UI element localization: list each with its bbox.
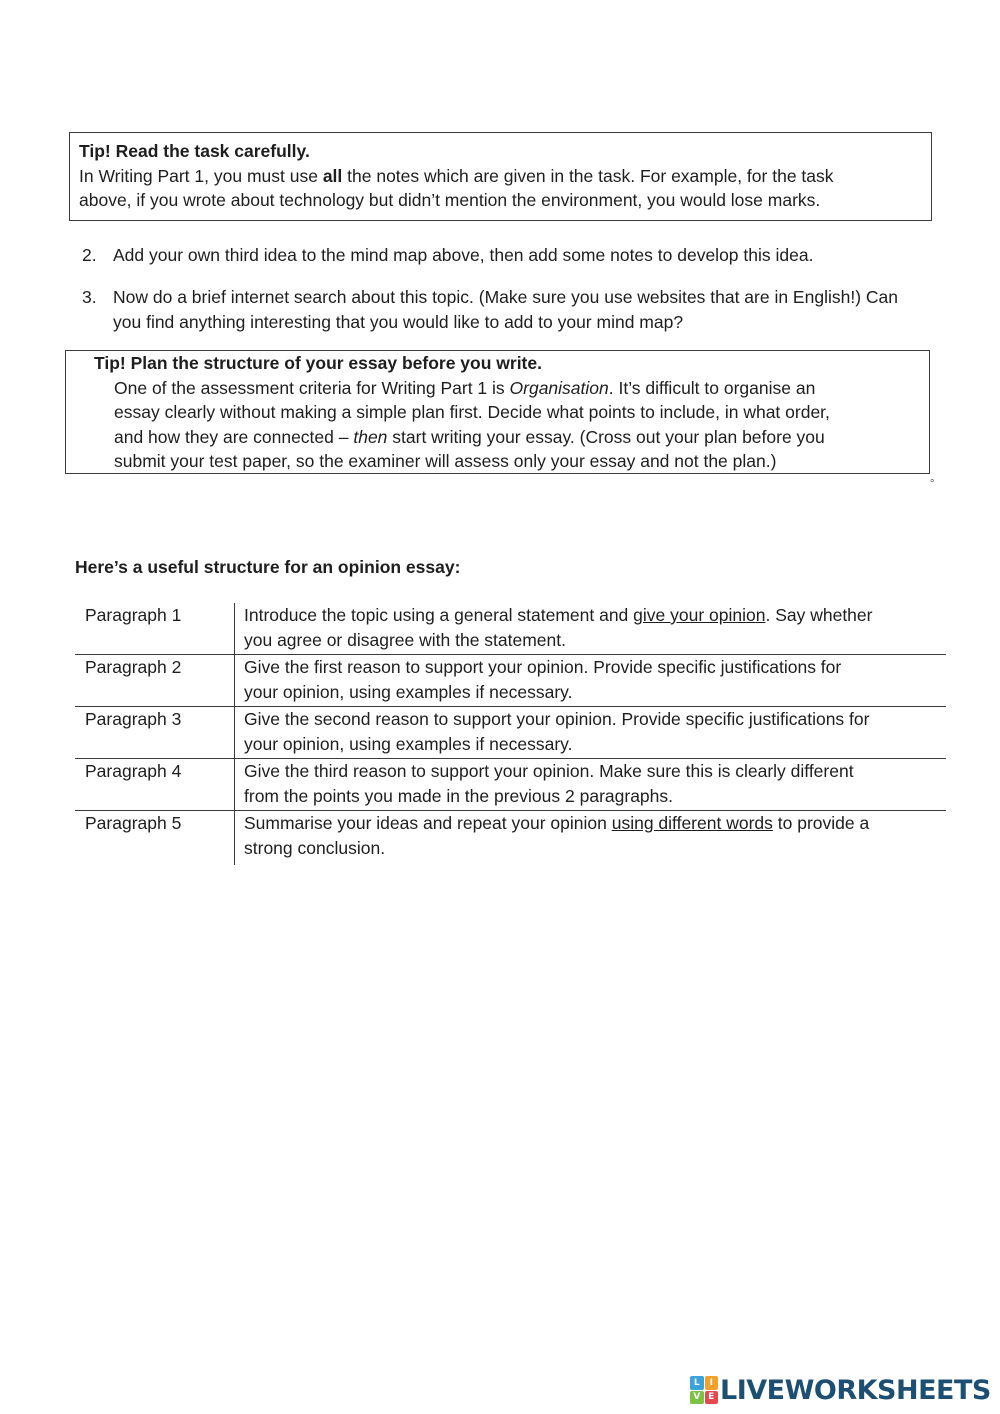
- tip-title: Tip! Plan the structure of your essay before you write.: [94, 353, 542, 373]
- logo-icon-tile: V: [690, 1391, 704, 1405]
- list-text: Add your own third idea to the mind map above, then add some notes to develop this idea.: [113, 245, 814, 265]
- paragraph-description: [235, 759, 947, 811]
- essay-structure-table: [75, 603, 946, 865]
- logo-grid-icon: [690, 1376, 718, 1404]
- table-row: [75, 603, 946, 655]
- logo-icon-tile: E: [705, 1391, 719, 1405]
- tip-text-bold: all: [322, 165, 343, 186]
- tip-text: start writing your essay. (Cross out your plan before you: [387, 426, 825, 447]
- description-line: strong conclusion.: [244, 838, 386, 858]
- tip-text-italic: then: [353, 426, 388, 447]
- paragraph-label: Paragraph 2: [75, 655, 235, 707]
- list-item: [82, 285, 942, 335]
- stray-mark: °: [930, 478, 935, 490]
- table-row: [75, 707, 946, 759]
- tip-text-line: above, if you wrote about technology but didn’t mention the environment, you would lose marks.: [79, 190, 821, 210]
- paragraph-label: Paragraph 1: [75, 603, 235, 655]
- tip-text-line: submit your test paper, so the examiner will assess only your essay and not the plan.): [114, 451, 777, 471]
- tip-text-line: [79, 164, 931, 189]
- table-row: [75, 655, 946, 707]
- description-line: your opinion, using examples if necessary.: [244, 734, 573, 754]
- description-text: Introduce the topic using a general statement and: [244, 605, 634, 625]
- description-text: Summarise your ideas and repeat your opinion: [244, 813, 612, 833]
- table-row: [75, 811, 946, 866]
- list-text-line: you find anything interesting that you would like to add to your mind map?: [113, 312, 684, 332]
- description-line: from the points you made in the previous 2 paragraphs.: [244, 786, 673, 806]
- section-heading: Here’s a useful structure for an opinion essay:: [75, 557, 461, 577]
- description-line: Give the first reason to support your opinion. Provide specific justifications for: [244, 657, 842, 677]
- paragraph-label: Paragraph 5: [75, 811, 235, 866]
- tip-text: the notes which are given in the task. For example, for the task: [342, 165, 834, 186]
- paragraph-description: [235, 603, 947, 655]
- description-text: . Say whether: [765, 605, 873, 625]
- description-line: your opinion, using examples if necessary.: [244, 682, 573, 702]
- logo-icon-tile: I: [705, 1376, 719, 1390]
- logo-icon-tile: L: [690, 1376, 704, 1390]
- tip-box-read-task: [69, 132, 932, 221]
- paragraph-label: Paragraph 4: [75, 759, 235, 811]
- tip-text: . It’s difficult to organise an: [608, 377, 816, 398]
- tip-text-line: [114, 376, 929, 401]
- list-number: 3.: [82, 287, 97, 307]
- tip-title: Tip! Read the task carefully.: [79, 141, 310, 161]
- description-line: you agree or disagree with the statement.: [244, 630, 566, 650]
- tip-text-line: essay clearly without making a simple plan first. Decide what points to include, in what order,: [114, 402, 830, 422]
- tip-text-line: [114, 425, 929, 450]
- list-item: [82, 243, 942, 268]
- logo-text: LIVEWORKSHEETS: [720, 1374, 991, 1406]
- tip-text: One of the assessment criteria for Writing Part 1 is: [114, 377, 510, 398]
- list-number: 2.: [82, 245, 97, 265]
- description-line: [244, 603, 946, 628]
- tip-text-italic: Organisation: [509, 377, 609, 398]
- description-text: to provide a: [772, 813, 870, 833]
- paragraph-description: [235, 811, 947, 866]
- paragraph-description: [235, 707, 947, 759]
- list-text-line: Now do a brief internet search about this topic. (Make sure you use websites that are in English!) Can: [113, 287, 898, 307]
- tip-text: and how they are connected –: [114, 426, 354, 447]
- table-row: [75, 759, 946, 811]
- tip-box-plan-structure: [65, 350, 930, 474]
- description-line: Give the third reason to support your opinion. Make sure this is clearly different: [244, 761, 854, 781]
- tip-text: In Writing Part 1, you must use: [79, 165, 323, 186]
- description-line: Give the second reason to support your opinion. Provide specific justifications for: [244, 709, 870, 729]
- paragraph-description: [235, 655, 947, 707]
- description-underlined: give your opinion: [633, 605, 766, 625]
- liveworksheets-logo[interactable]: [690, 1373, 991, 1407]
- paragraph-label: Paragraph 3: [75, 707, 235, 759]
- description-line: [244, 811, 946, 836]
- description-underlined: using different words: [611, 813, 773, 833]
